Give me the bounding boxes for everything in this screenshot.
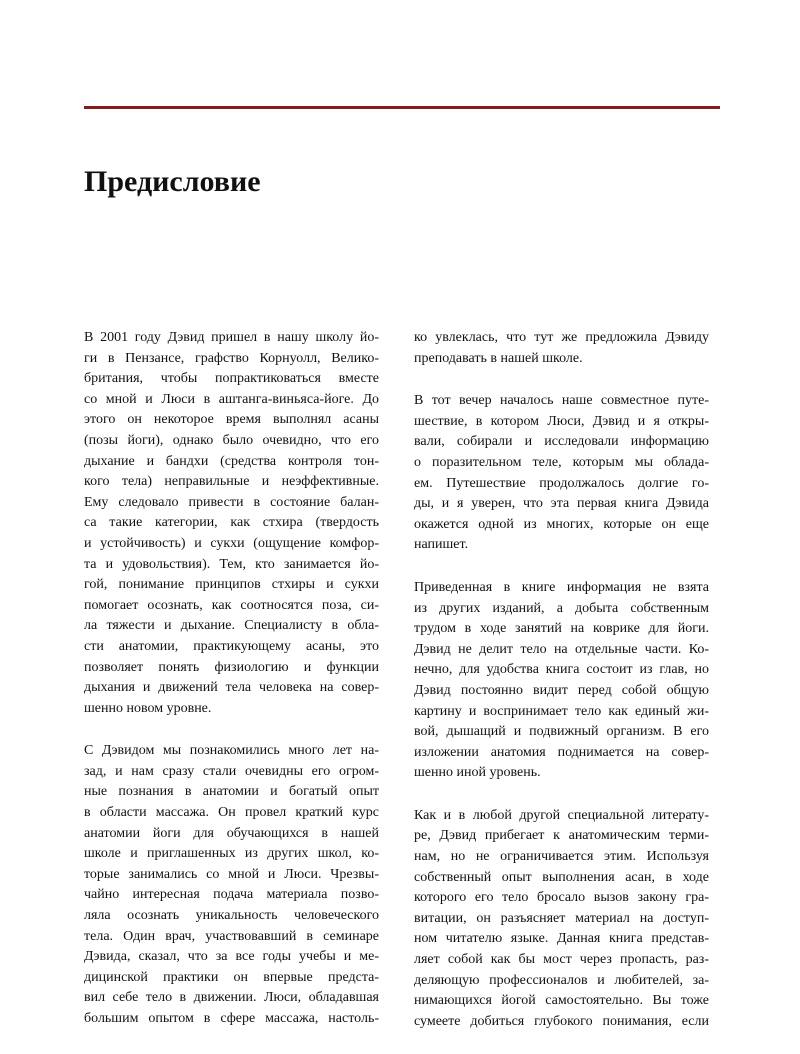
text-line: шествие, в котором Люси, Дэвид и я откры- [414, 413, 709, 429]
text-line: изложении анатомия поднимается на совер- [414, 744, 709, 760]
left-column-paragraph [84, 741, 379, 1029]
text-line: (позы йоги), однако было очевидно, что его [84, 432, 379, 448]
text-line: преподавать в нашей школе. [414, 350, 583, 366]
text-line: из других изданий, а добыта собственным [414, 600, 709, 616]
text-line: помогает осознать, как соотносятся поза, си- [84, 597, 379, 613]
text-line: нечно, для удобства книга состоит из глав, но [414, 662, 709, 678]
text-line: дицинской практики он впервые предста- [84, 969, 379, 985]
text-line: дыхание и бандхи (средства контроля тон- [84, 453, 379, 469]
text-line: Дэвид не делит тело на отдельные части. Ко- [414, 641, 709, 657]
text-line: о поразительном теле, которым мы облада- [414, 454, 709, 470]
text-line: В тот вечер началось наше совместное путе- [414, 393, 709, 409]
text-line: та и удовольствия). Тем, кто занимается йо- [84, 556, 379, 572]
text-line: шенно новом уровне. [84, 700, 212, 716]
text-line: чайно интересная подача материала позво- [84, 887, 379, 903]
text-line: окажется одной из многих, которые он еще [414, 516, 709, 532]
text-line: ла тяжести и дыхание. Специалисту в обла- [84, 618, 379, 634]
text-line: кого тела) неправильные и неэффективные. [84, 474, 379, 490]
text-line: Приведенная в книге информация не взята [414, 579, 709, 595]
text-line: С Дэвидом мы познакомились много лет на- [84, 743, 379, 759]
text-line: торые занимались со мной и Люси. Чрезвы- [84, 866, 379, 882]
text-line: деляющую профессионалов и любителей, за- [414, 972, 709, 988]
text-line: шенно иной уровень. [414, 765, 541, 781]
right-column-paragraph [414, 806, 709, 1033]
text-line: сумеете добиться глубокого понимания, если [414, 1013, 709, 1029]
text-line: са такие категории, как стхира (твердость [84, 515, 379, 531]
text-line: ре, Дэвид прибегает к анатомическим терми- [414, 828, 709, 844]
text-line: большим опытом в сфере массажа, настоль- [84, 1011, 379, 1026]
text-line: и устойчивость) и сукхи (ощущение комфор- [84, 535, 379, 551]
text-line: со мной и Люси в аштанга-виньяса-йоге. До [84, 391, 379, 407]
left-column-paragraph [84, 328, 379, 719]
text-line: гой, понимание принципов стхиры и сукхи [84, 577, 379, 593]
right-column-paragraph [414, 328, 709, 369]
text-line: картину и воспринимает тело как единый жи- [414, 703, 709, 719]
text-line: собственный опыт выполнения асан, в ходе [414, 869, 709, 885]
text-line: ном читателю языке. Данная книга представ- [414, 931, 709, 947]
text-line: В 2001 году Дэвид пришел в нашу школу йо- [84, 330, 379, 345]
text-line: вил себе тело в движении. Люси, обладавшая [84, 990, 379, 1006]
text-line: вой, дышащий и подвижный организм. В его [414, 724, 709, 740]
right-column-paragraph [414, 391, 709, 556]
chapter-top-rule [84, 106, 720, 109]
chapter-title: Предисловие [84, 165, 261, 198]
left-text-column [84, 328, 379, 1052]
text-line: Дэвид постоянно видит перед собой общую [414, 682, 709, 698]
text-line: Ему следовало привести в состояние балан- [84, 494, 379, 510]
text-line: ко увлеклась, что тут же предложила Дэвиду [414, 330, 709, 345]
text-line: сти анатомии, практикующему асаны, это [84, 638, 379, 654]
text-line: ги в Пензансе, графство Корнуолл, Велико- [84, 350, 379, 366]
text-line: позволяет понять физиологию и функции [84, 659, 379, 675]
text-line: зад, и нам сразу стали очевидны его огром- [84, 763, 379, 779]
text-line: тела. Один врач, участвовавший в семинаре [84, 928, 379, 944]
text-line: в области массажа. Он провел краткий курс [84, 805, 379, 821]
right-text-column [414, 328, 709, 1054]
right-column-paragraph [414, 578, 709, 784]
text-line: ляет собой как бы мост через пропасть, раз- [414, 952, 709, 968]
text-line: британия, чтобы попрактиковаться вместе [84, 371, 379, 387]
text-line: Как и в любой другой специальной литерату- [414, 807, 709, 823]
text-line: школе и приглашенных из других школ, ко- [84, 846, 379, 862]
text-line: напишет. [414, 537, 469, 553]
text-line: витации, он разъясняет материал на доступ- [414, 910, 709, 926]
text-line: трудом в ходе занятий на коврике для йоги. [414, 621, 709, 637]
text-line: дыхания и движений тела человека на совер- [84, 680, 379, 696]
text-line: вали, собирали и исследовали информацию [414, 434, 709, 450]
text-line: нимающихся йогой самостоятельно. Вы тоже [414, 993, 709, 1009]
text-line: ляла осознать уникальность человеческого [84, 908, 379, 924]
text-line: ды, и я уверен, что эта первая книга Дэвида [414, 496, 709, 512]
text-line: этого он некоторое время выполнял асаны [84, 412, 379, 428]
text-line: ные познания в анатомии и богатый опыт [84, 784, 379, 800]
text-line: анатомии йоги для обучающихся в нашей [84, 825, 379, 841]
text-line: ем. Путешествие продолжалось долгие го- [414, 475, 709, 491]
text-line: Дэвида, сказал, что за все годы учебы и ме- [84, 949, 379, 965]
text-line: которого его тело бросало вызов закону гра- [414, 890, 709, 906]
text-line: нам, но не ограничивается этим. Используя [414, 849, 709, 865]
